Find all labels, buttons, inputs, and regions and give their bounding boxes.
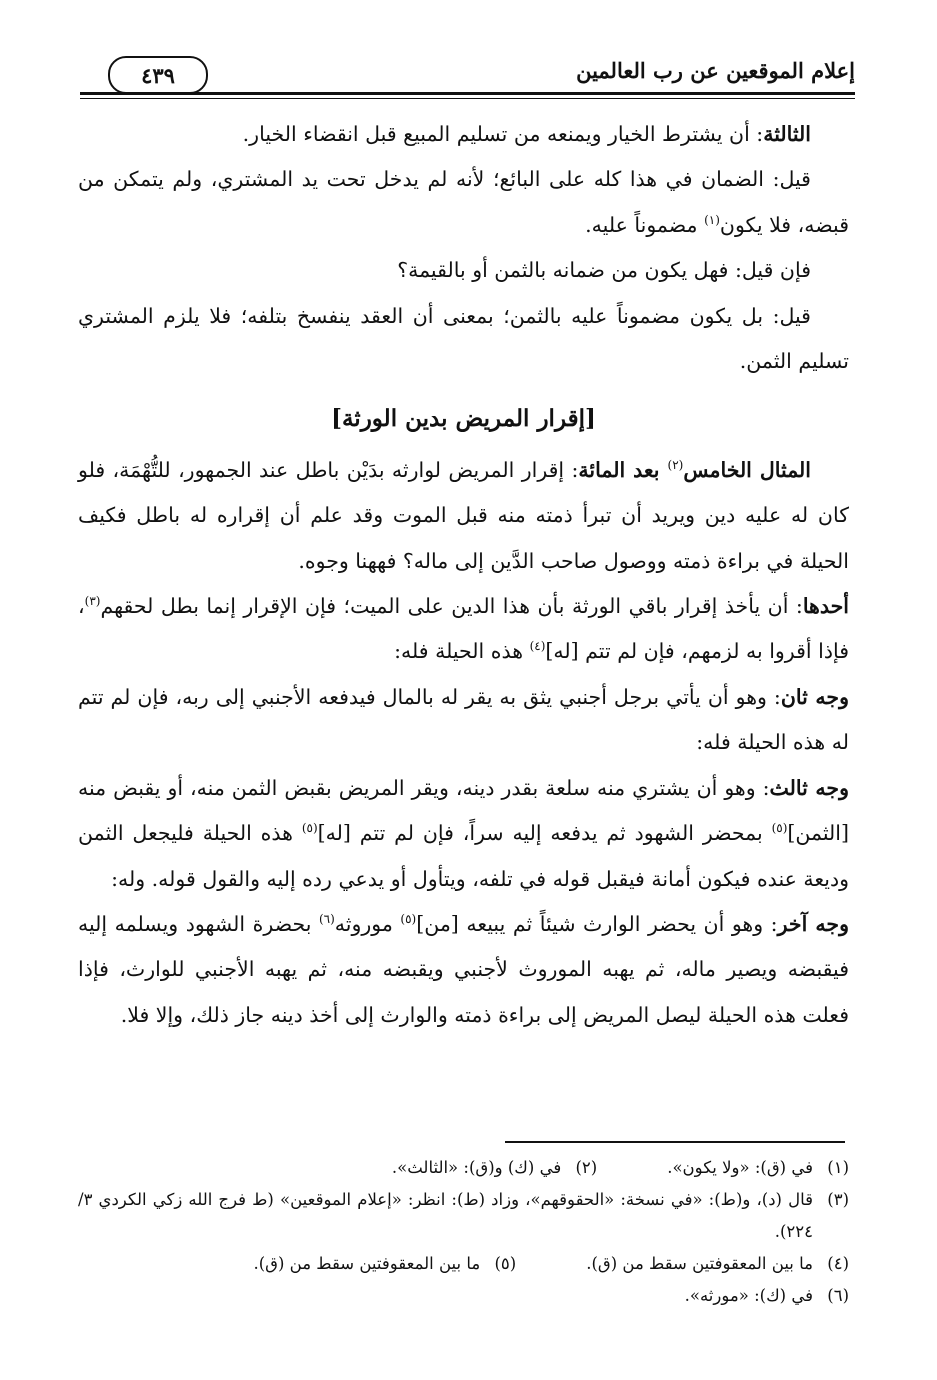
footnote-text: في (ك): «مورثه». (684, 1286, 813, 1305)
paragraph-lead: أحدها (802, 594, 849, 619)
paragraph (78, 112, 849, 157)
running-title: إعلام الموقعين عن رب العالمين (576, 58, 855, 83)
header-rule-thin (80, 98, 855, 99)
footnote-number: (٤) (827, 1254, 849, 1273)
footnote-row (78, 1152, 849, 1184)
paragraph-text: : أن يأخذ إقرار باقي الورثة بأن هذا الدين على الميت؛ فإن الإقرار إنما بطل لحقهم (100, 594, 803, 619)
paragraph-text: قيل: بل يكون مضموناً عليه بالثمن؛ بمعنى أن العقد ينفسخ بتلفه؛ فلا يلزم المشتري تسليم الثمن. (78, 303, 849, 374)
footnote-text: في (ق): «ولا يكون». (667, 1158, 813, 1177)
paragraph-text: : وهو أن يشتري منه سلعة بقدر دينه، ويقر المريض بقبض الثمن منه، أو يقبض منه [الثمن] (78, 775, 849, 846)
paragraph-lead: وجه ثان (780, 684, 849, 709)
footnote-row (78, 1248, 849, 1280)
footnote-number: (٦) (827, 1286, 849, 1305)
section-title: [إقرار المريض بدين الورثة] (331, 405, 596, 433)
paragraph (78, 157, 849, 248)
footnote-ref: (٥) (400, 912, 417, 927)
paragraph-text: : وهو أن يأتي برجل أجنبي يثق به يقر له بالمال فيدفعه الأجنبي إلى ربه، فإن لم تتم له هذه الحيلة فله: (78, 684, 849, 755)
footnote-ref: (٥) (771, 821, 788, 836)
paragraph-text: قيل: الضمان في هذا كله على البائع؛ لأنه لم يدخل تحت يد المشتري، ولم يتمكن من قبضه، فلا يكون (78, 167, 849, 237)
footnote-number: (٥) (494, 1254, 517, 1273)
paragraph-text: هذه الحيلة فليجعل الثمن وديعة عنده فيكون أمانة فيقبل قوله في تلفه، ويتأول أو يدعي رده إليه والقول قوله. وله: (78, 821, 849, 891)
footnote-ref: (٦) (318, 912, 335, 927)
paragraph-text: ، فإذا أقروا به لزمهم، فإن لم تتم [له] (78, 594, 849, 664)
footnote-number: (١) (827, 1158, 849, 1177)
paragraph-text: : وهو أن يحضر الوارث شيئاً ثم يبيعه [من] (416, 911, 778, 936)
footnote (667, 1152, 849, 1184)
footnote (78, 1184, 849, 1248)
paragraph (78, 902, 849, 1038)
footnote-number: (٣) (827, 1190, 849, 1209)
paragraph-lead: المثال الخامس (683, 457, 812, 482)
paragraph (78, 248, 849, 293)
footnotes (78, 1152, 849, 1312)
paragraph (78, 584, 849, 675)
paragraph (78, 766, 849, 902)
paragraph (78, 675, 849, 766)
footnote-ref: (٢) (667, 458, 684, 473)
paragraph-text: بحضرة الشهود ويسلمه إليه فيقبضه ويصير ماله، ثم يهبه الموروث لأجنبي ويقبضه منه، ثم يهبه الأجنبي للوارث، فإذا فعلت هذه الحيلة ليصل المريض إلى براءة ذمته والوارث إلى أخذ دينه جاز ذلك، وإلا فلا. (78, 911, 849, 1027)
paragraph-text: موروثه (334, 911, 401, 936)
footnote-text: في (ك) و(ق): «الثالث». (391, 1158, 562, 1177)
paragraph-text: بمحضر الشهود ثم يدفعه إليه سراً، فإن لم تتم [له] (317, 821, 772, 846)
footnote (253, 1248, 516, 1280)
footnote-text: ما بين المعقوفتين سقط من (ق). (253, 1254, 481, 1273)
footnote-ref: (٥) (301, 821, 318, 836)
footnote (78, 1280, 849, 1312)
paragraph-text: : إقرار المريض لوارثه بدَيْن باطل عند الجمهور، للتُّهْمَة، فلو كان له عليه دين ويريد أن تبرأ ذمته منه قبل الموت وقد علم أن إقراره له باطل فكيف الحيلة في براءة ذمته ووصول صاحب الدَّين إلى ماله؟ فههنا وجوه. (78, 457, 849, 573)
page-number-badge (108, 56, 208, 94)
footnote (392, 1152, 597, 1184)
paragraph-lead: وجه ثالث (769, 775, 849, 800)
paragraph-text: : أن يشترط الخيار ويمنعه من تسليم المبيع قبل انقضاء الخيار. (242, 122, 764, 146)
paragraph-lead: بعد المائة (578, 457, 668, 482)
footnote-ref: (٣) (84, 594, 101, 609)
main-text (78, 112, 849, 1038)
footnote-text: قال (د)، و(ط): «في نسخة: «الحقوقهم»، وزاد (ط): انظر: «إعلام الموقعين» (ط فرج الله زكي الكردي ٣/ ٢٢٤). (78, 1190, 813, 1241)
paragraph (78, 294, 849, 385)
paragraph-text: مضموناً عليه. (585, 212, 705, 237)
footnote-ref: (١) (704, 212, 720, 227)
paragraph-text: هذه الحيلة فله: (394, 639, 530, 664)
footnote-separator (505, 1141, 845, 1143)
page-header (80, 52, 855, 104)
footnote-number: (٢) (575, 1158, 598, 1177)
paragraph-text: فإن قيل: فهل يكون من ضمانه بالثمن أو بالقيمة؟ (397, 258, 811, 283)
footnote-ref: (٤) (529, 639, 546, 654)
footnote-text: ما بين المعقوفتين سقط من (ق). (586, 1254, 813, 1273)
page-number: ٤٣٩ (141, 62, 175, 88)
paragraph (78, 448, 849, 584)
paragraph-lead: وجه آخر (777, 911, 849, 936)
paragraph-lead: الثالثة (763, 122, 811, 146)
footnote (586, 1248, 849, 1280)
